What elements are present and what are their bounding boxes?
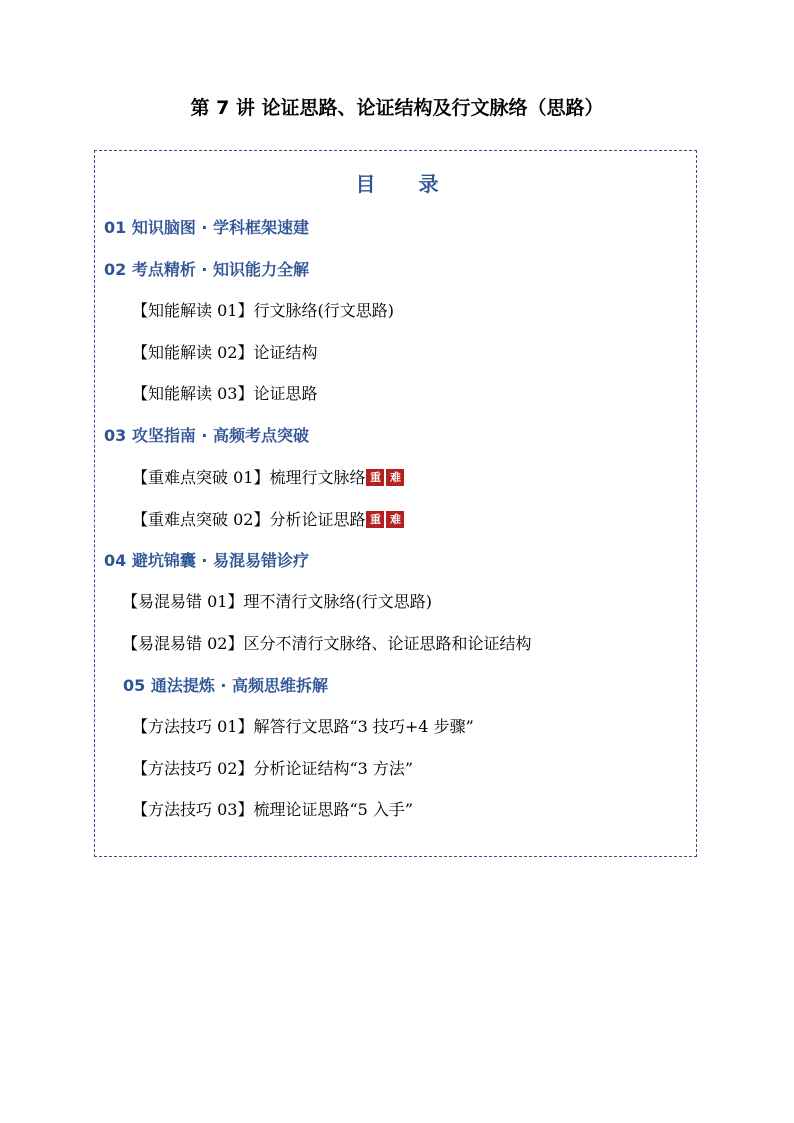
toc-border-box: [94, 150, 697, 857]
toc-item-difficulty-02[interactable]: [132, 507, 406, 532]
toc-item-confusion-01[interactable]: 【易混易错 01】理不清行文脉络(行文思路): [122, 592, 432, 611]
toc-section-03[interactable]: 03 攻坚指南 · 高频考点突破: [104, 426, 310, 445]
toc-item-knowledge-03[interactable]: 【知能解读 03】论证思路: [132, 384, 318, 403]
toc-item-method-01[interactable]: 【方法技巧 01】解答行文思路“3 技巧+4 步骤”: [132, 717, 474, 736]
page-title: 第 7 讲 论证思路、论证结构及行文脉络（思路）: [190, 97, 604, 119]
badge-group: [366, 507, 406, 531]
toc-section-04[interactable]: 04 避坑锦囊 · 易混易错诊疗: [104, 551, 310, 570]
difficult-badge: 难: [386, 511, 404, 528]
toc-section-01[interactable]: 01 知识脑图 · 学科框架速建: [104, 218, 310, 237]
difficult-badge: 难: [386, 469, 404, 486]
toc-item-label: 【重难点突破 02】分析论证思路: [132, 510, 366, 529]
toc-item-label: 【重难点突破 01】梳理行文脉络: [132, 468, 366, 487]
toc-section-05[interactable]: 05 通法提炼 · 高频思维拆解: [123, 676, 329, 695]
toc-item-knowledge-01[interactable]: 【知能解读 01】行文脉络(行文思路): [132, 301, 394, 320]
toc-item-confusion-02[interactable]: 【易混易错 02】区分不清行文脉络、论证思路和论证结构: [122, 634, 532, 653]
toc-heading: 目 录: [355, 172, 457, 196]
toc-item-method-03[interactable]: 【方法技巧 03】梳理论证思路“5 入手”: [132, 800, 414, 819]
toc-item-difficulty-01[interactable]: [132, 465, 406, 490]
badge-group: [366, 465, 406, 489]
toc-item-knowledge-02[interactable]: 【知能解读 02】论证结构: [132, 343, 318, 362]
toc-item-method-02[interactable]: 【方法技巧 02】分析论证结构“3 方法”: [132, 759, 414, 778]
key-point-badge: 重: [366, 469, 384, 486]
toc-section-02[interactable]: 02 考点精析 · 知识能力全解: [104, 260, 310, 279]
key-point-badge: 重: [366, 511, 384, 528]
